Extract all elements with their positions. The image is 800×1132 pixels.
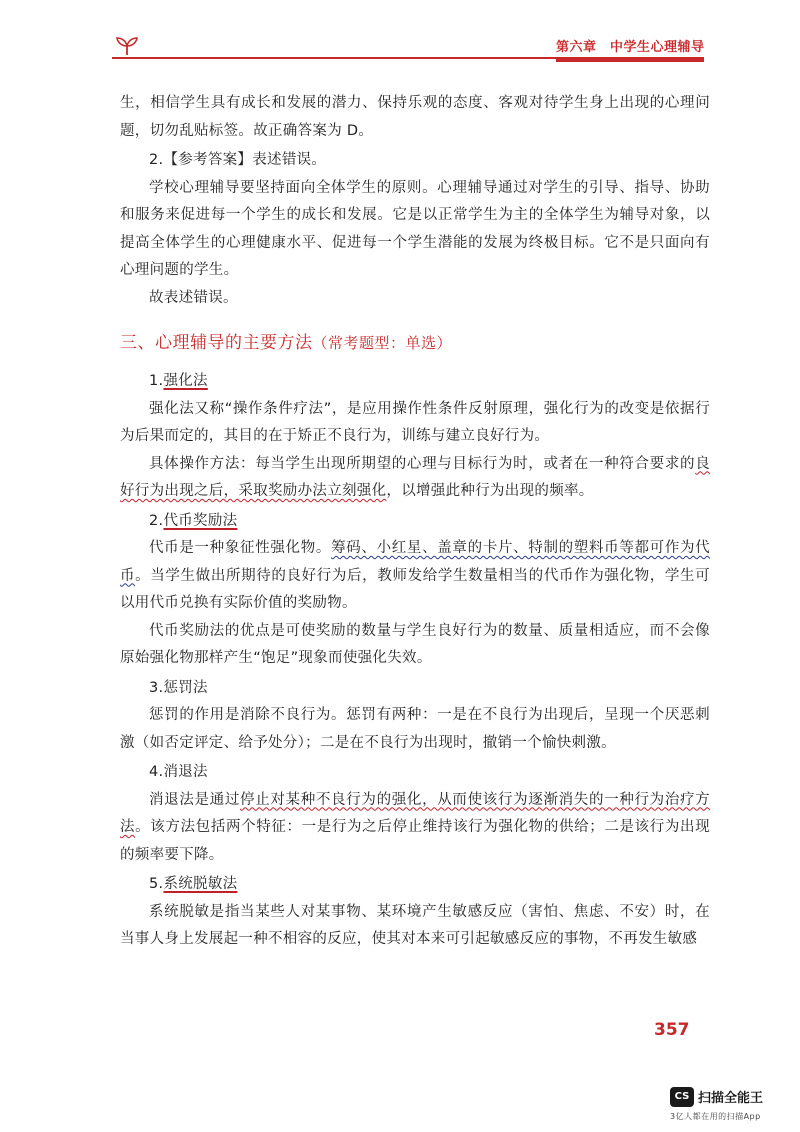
chapter-title: 第六章 中学生心理辅导	[556, 40, 705, 55]
sprout-icon	[114, 33, 140, 57]
method-4-heading	[120, 759, 710, 787]
method-5-name: 系统脱敏法	[163, 876, 238, 892]
intro-paragraph-2: 学校心理辅导要坚持面向全体学生的原则。心理辅导通过对学生的引导、指导、协助和服务来促进每一个学生的成长和发展。它是以正常学生为主的全体学生为辅导对象，以提高全体学生的心理健康水平、促进每一个学生潜能的发展为终极目标。它不是只面向有心理问题的学生。	[120, 179, 710, 278]
watermark-subtitle: 3亿人都在用的扫描App	[670, 1112, 761, 1121]
method-5-paragraph-1: 系统脱敏是指当某些人对某事物、某环境产生敏感反应（害怕、焦虑、不安）时，在当事人身上发展起一种不相容的反应，使其对本来可引起敏感反应的事物，不再发生敏感	[120, 903, 710, 947]
method-3-paragraph-1: 惩罚的作用是消除不良行为。惩罚有两种：一是在不良行为出现后，呈现一个厌恶刺激（如否定评定、给予处分）；二是在不良行为出现时，撤销一个愉快刺激。	[120, 707, 710, 751]
method-4-highlight: 停止对某种不良行为的强化，从而使该行为逐渐消失的一种行为治疗方法	[120, 791, 710, 835]
method-2-heading	[120, 508, 710, 536]
header-accent-bar	[556, 57, 704, 62]
method-4-text-c: 。该方法包括两个特征：一是行为之后停止维持该行为强化物的供给；二是该行为出现的频率要下降。	[120, 819, 710, 863]
watermark-title: 扫描全能王	[698, 1091, 764, 1106]
method-3-name: 惩罚法	[163, 679, 208, 696]
method-3-number: 3.	[149, 679, 164, 696]
method-1-heading	[120, 368, 710, 396]
method-2-name: 代币奖励法	[163, 512, 238, 529]
method-2-text-a: 代币是一种象征性强化物。	[149, 540, 332, 556]
method-2-number: 2.	[149, 512, 164, 529]
method-2-paragraph-1	[120, 535, 710, 618]
method-4-name: 消退法	[163, 764, 208, 780]
scanner-watermark	[670, 1085, 795, 1125]
method-2-highlight: 筹码、小红星、盖章的卡片、特制的塑料币等都可作为代币	[120, 540, 710, 584]
method-1-paragraph-2	[120, 451, 710, 506]
method-3-heading	[120, 675, 710, 703]
section-title: 三、心理辅导的主要方法	[120, 333, 313, 353]
method-2-paragraph-2: 代币奖励法的优点是可使奖励的数量与学生良好行为的数量、质量相适应，而不会像原始强化物那样产生“饱足”现象而使强化失效。	[120, 622, 710, 666]
method-5-number: 5.	[149, 876, 164, 892]
camscanner-logo-icon: CS	[670, 1087, 694, 1107]
answer-2-label: 2.【参考答案】表述错误。	[149, 152, 327, 168]
intro-paragraph-1: 生，相信学生具有成长和发展的潜力、保持乐观的态度、客观对待学生身上出现的心理问题，切勿乱贴标签。故正确答案为 D。	[120, 95, 710, 139]
method-1-highlight: 良好行为出现之后，采取奖励办法立刻强化	[120, 455, 710, 499]
section-heading	[120, 328, 710, 358]
method-1-text-a: 具体操作方法：每当学生出现所期望的心理与目标行为时，或者在一种符合要求的	[149, 455, 696, 472]
method-5-heading	[120, 871, 710, 899]
page-number: 357	[654, 1020, 690, 1040]
intro-paragraph-3: 故表述错误。	[149, 289, 238, 306]
method-1-paragraph-1: 强化法又称“操作条件疗法”，是应用操作性条件反射原理，强化行为的改变是依据行为后果而定的，其目的在于矫正不良行为，训练与建立良好行为。	[120, 400, 710, 444]
method-1-number: 1.	[149, 373, 164, 389]
page-content	[120, 90, 710, 954]
method-4-paragraph-1	[120, 787, 710, 870]
method-1-name: 强化法	[163, 373, 208, 389]
method-1-text-c: ，以增强此种行为出现的频率。	[386, 483, 594, 499]
method-4-text-a: 消退法是通过	[149, 791, 241, 808]
section-note: （常考题型：单选）	[312, 334, 453, 352]
method-4-number: 4.	[149, 764, 164, 780]
method-2-text-c: 。当学生做出所期待的良好行为后，教师发给学生数量相当的代币作为强化物，学生可以用代币兑换有实际价值的奖励物。	[120, 567, 710, 611]
